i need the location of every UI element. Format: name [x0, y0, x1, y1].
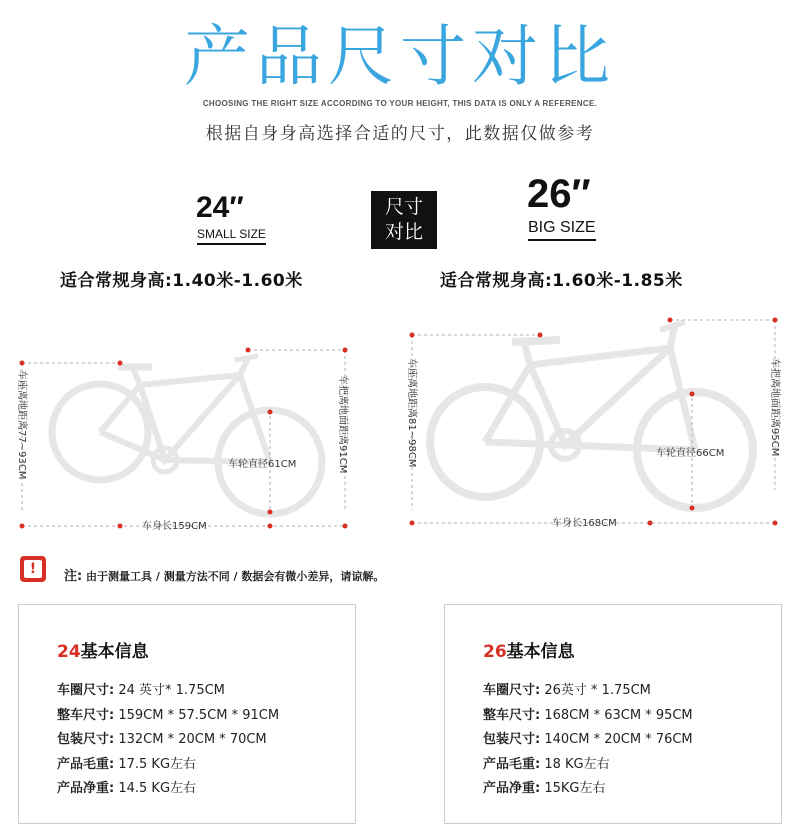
big-bike-diagram: [400, 310, 800, 540]
big-wheel-diameter-label: 车轮直径66CM: [656, 448, 725, 459]
small-bike-illustration: [52, 356, 322, 514]
small-bike-diagram: [0, 330, 400, 550]
warning-icon: !: [20, 556, 46, 582]
info-row-rim-size: 车圈尺寸: 26英寸 * 1.75CM: [483, 683, 651, 698]
big-handlebar-height-label: 车把离地面距离95CM: [769, 358, 780, 457]
card-title-text: 基本信息: [80, 642, 149, 662]
info-card-24: [18, 604, 356, 824]
small-size-label: SMALL SIZE: [197, 227, 266, 245]
subtitle-chinese: 根据自身身高选择合适的尺寸，此数据仅做参考: [205, 124, 595, 144]
card-title: [483, 637, 575, 662]
notice-prefix: 注:: [64, 569, 83, 584]
subtitle-english: CHOOSING THE RIGHT SIZE ACCORDING TO YOUR HEIGHT, THIS DATA IS ONLY A REFERENCE.: [202, 99, 598, 108]
info-list: [483, 679, 693, 802]
small-seat-height-label: 车座离地距离77~93CM: [16, 370, 27, 480]
badge-line-2: 对比: [384, 221, 423, 243]
notice-body: 由于测量工具 / 测量方法不同 / 数据会有微小差异，请谅解。: [86, 570, 385, 583]
big-bike-illustration: [430, 322, 753, 508]
measurement-notice: [64, 565, 384, 584]
big-seat-height-label: 车座离地距离81~98CM: [406, 358, 417, 468]
info-row-rim-size: 车圈尺寸: 24 英寸* 1.75CM: [57, 683, 225, 698]
card-size-number: 26: [483, 642, 507, 662]
small-handlebar-height-label: 车把离地面距离91CM: [337, 375, 348, 474]
big-size-label: BIG SIZE: [528, 219, 596, 241]
big-body-length-label: 车身长168CM: [552, 518, 617, 529]
card-size-number: 24: [57, 642, 81, 662]
badge-line-1: 尺寸: [384, 196, 423, 218]
small-fit-height: 适合常规身高:1.40米-1.60米: [60, 271, 303, 291]
small-body-length-label: 车身长159CM: [142, 521, 207, 532]
page-title: 产品尺寸对比: [184, 18, 616, 95]
big-fit-height: 适合常规身高:1.60米-1.85米: [440, 271, 683, 291]
info-row-bike-size: 整车尺寸: 168CM * 63CM * 95CM: [483, 707, 693, 723]
info-row-gross-weight: 产品毛重: 18 KG左右: [483, 756, 610, 772]
card-title: [57, 637, 149, 662]
info-row-package-size: 包装尺寸: 132CM * 20CM * 70CM: [57, 732, 267, 747]
small-wheel-diameter-label: 车轮直径61CM: [228, 459, 297, 470]
info-card-26: [444, 604, 782, 824]
info-row-gross-weight: 产品毛重: 17.5 KG左右: [57, 756, 197, 772]
info-list: [57, 679, 279, 802]
info-row-package-size: 包装尺寸: 140CM * 20CM * 76CM: [483, 732, 693, 747]
info-row-bike-size: 整车尺寸: 159CM * 57.5CM * 91CM: [57, 707, 280, 723]
info-row-net-weight: 产品净重: 14.5 KG左右: [57, 781, 197, 796]
card-title-text: 基本信息: [506, 642, 575, 662]
size-compare-badge: [371, 191, 437, 249]
big-size-number: 26″: [527, 172, 591, 216]
info-row-net-weight: 产品净重: 15KG左右: [483, 781, 606, 796]
small-size-number: 24″: [196, 191, 244, 224]
